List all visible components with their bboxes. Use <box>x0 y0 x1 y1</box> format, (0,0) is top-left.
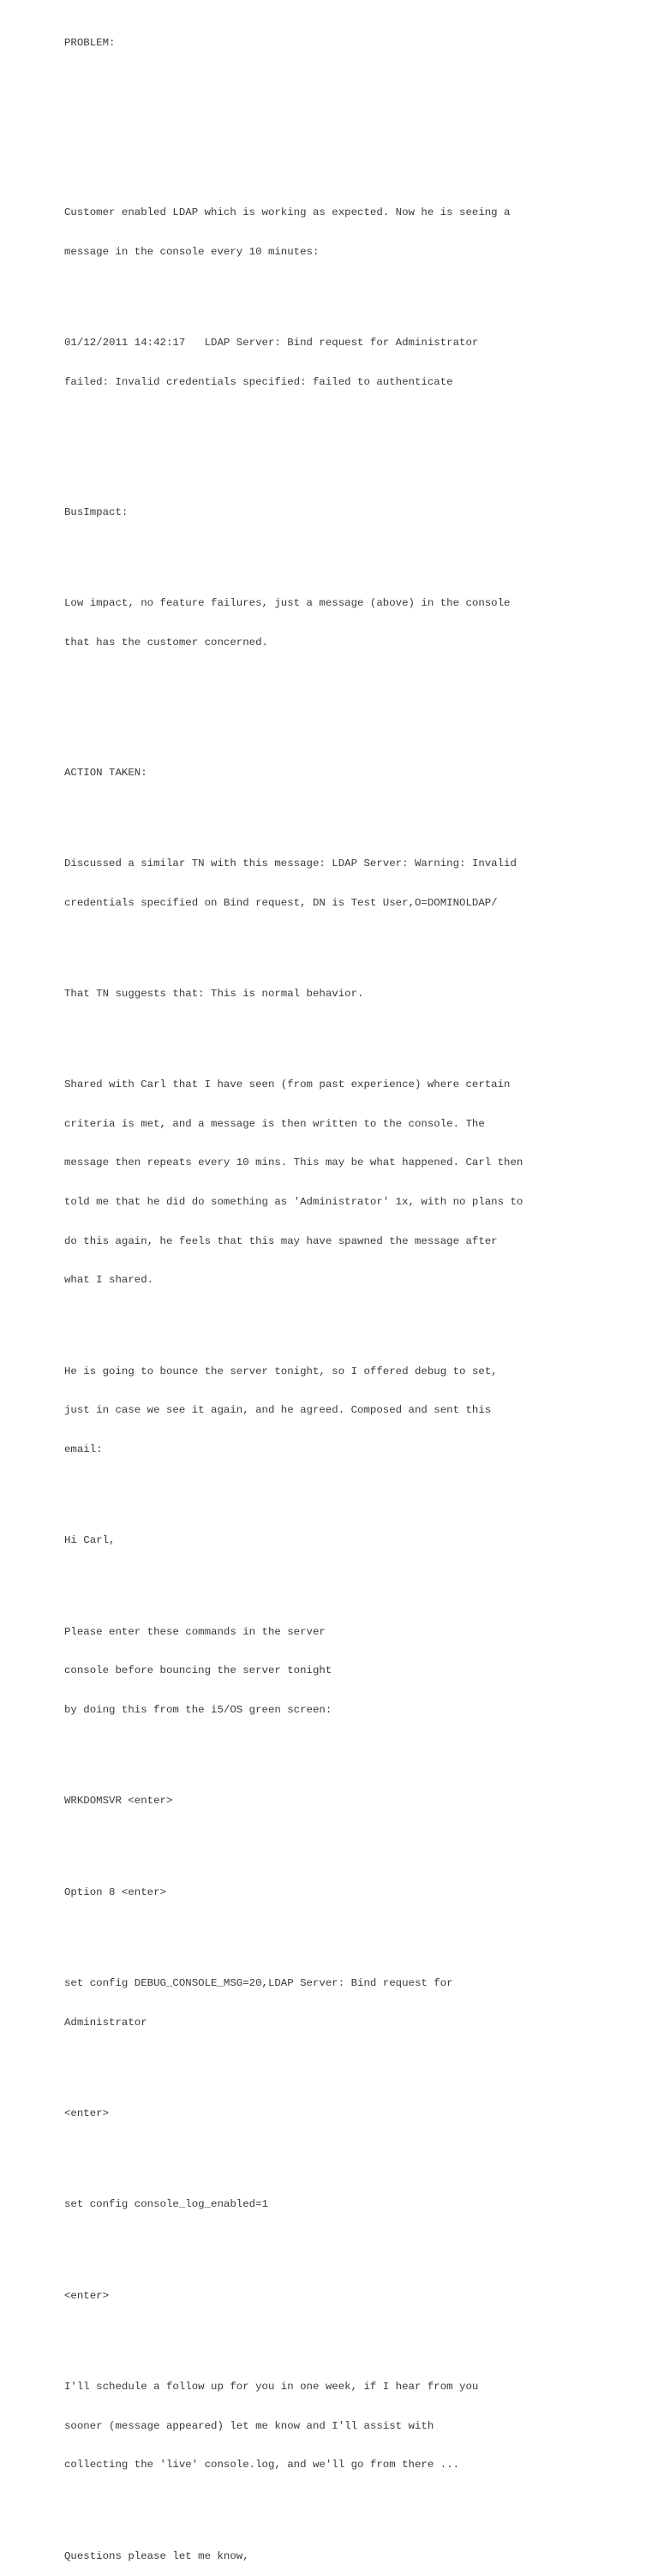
closing-line: Questions please let me know, <box>64 2549 249 2562</box>
busimpact-text-line: Low impact, no feature failures, just a message (above) in the console <box>64 596 511 609</box>
action-bounce-line: He is going to bounce the server tonight, so I offered debug to set, <box>64 1365 498 1378</box>
command-wrkdomsvr: WRKDOMSVR <enter> <box>64 1795 173 1808</box>
followup-line: sooner (message appeared) let me know and I'll assist with <box>64 2419 434 2432</box>
console-message-line: failed: Invalid credentials specified: failed to authenticate <box>64 375 453 388</box>
email-intro-line: Please enter these commands in the server <box>64 1625 326 1638</box>
email-greeting: Hi Carl, <box>64 1534 116 1547</box>
command-enter: <enter> <box>64 2289 110 2302</box>
command-debug-line: Administrator <box>64 2016 147 2029</box>
problem-text-line: Customer enabled LDAP which is working as expected. Now he is seeing a <box>64 206 511 218</box>
command-console-log: set config console_log_enabled=1 <box>64 2198 268 2211</box>
document-page <box>64 11 630 2576</box>
action-tn-suggests: That TN suggests that: This is normal behavior. <box>64 987 364 1000</box>
action-bounce-line: email: <box>64 1443 103 1455</box>
followup-line: I'll schedule a follow up for you in one week, if I hear from you <box>64 2381 479 2394</box>
action-similar-tn-line: Discussed a similar TN with this message: LDAP Server: Warning: Invalid <box>64 857 517 870</box>
action-heading: ACTION TAKEN: <box>64 766 147 779</box>
action-shared-line: Shared with Carl that I have seen (from past experience) where certain <box>64 1079 511 1091</box>
action-shared-line: told me that he did do something as 'Administrator' 1x, with no plans to <box>64 1196 523 1209</box>
console-message-line: 01/12/2011 14:42:17 LDAP Server: Bind request for Administrator <box>64 336 479 349</box>
command-option-8: Option 8 <enter> <box>64 1886 166 1898</box>
action-shared-line: criteria is met, and a message is then written to the console. The <box>64 1117 485 1130</box>
email-intro-line: console before bouncing the server tonight <box>64 1665 332 1677</box>
busimpact-heading: BusImpact: <box>64 505 129 518</box>
problem-heading: PROBLEM: <box>64 37 116 50</box>
action-similar-tn-line: credentials specified on Bind request, DN is Test User,O=DOMINOLDAP/ <box>64 896 498 909</box>
action-shared-line: message then repeats every 10 mins. This may be what happened. Carl then <box>64 1157 523 1169</box>
command-enter: <enter> <box>64 2107 110 2119</box>
followup-line: collecting the 'live' console.log, and we'll go from there ... <box>64 2459 460 2471</box>
action-shared-line: do this again, he feels that this may have spawned the message after <box>64 1234 498 1247</box>
problem-text-line: message in the console every 10 minutes: <box>64 245 320 258</box>
email-intro-line: by doing this from the i5/OS green screen: <box>64 1703 332 1716</box>
busimpact-text-line: that has the customer concerned. <box>64 636 268 648</box>
action-bounce-line: just in case we see it again, and he agreed. Composed and sent this <box>64 1404 492 1417</box>
command-debug-line: set config DEBUG_CONSOLE_MSG=20,LDAP Server: Bind request for <box>64 1976 453 1989</box>
action-shared-line: what I shared. <box>64 1274 154 1287</box>
